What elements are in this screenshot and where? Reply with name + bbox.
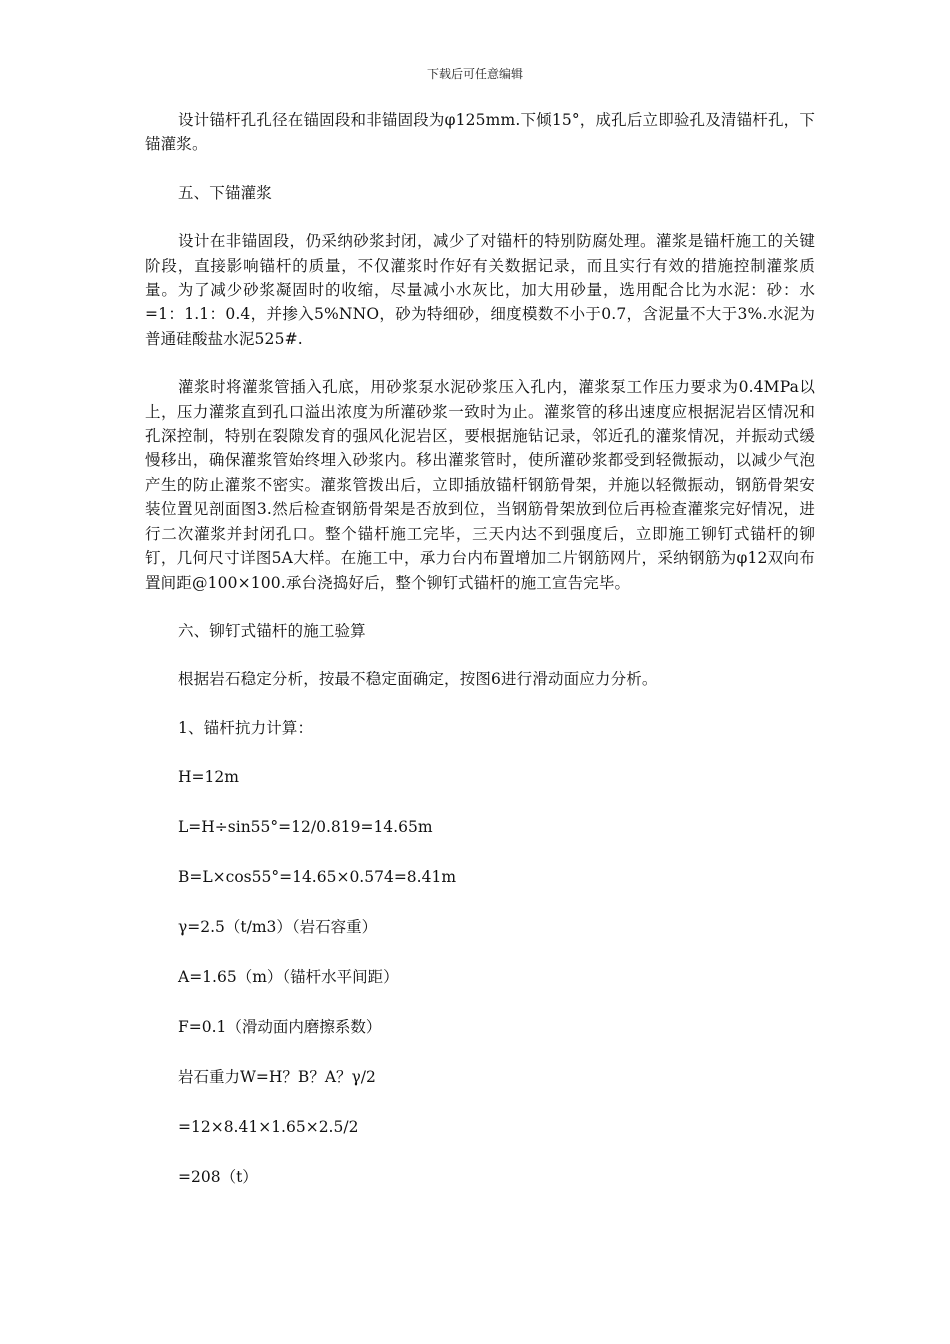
- formula-line: =208（t）: [178, 1168, 258, 1187]
- paragraph-grouting-design: 设计在非锚固段，仍采纳砂浆封闭，减少了对锚杆的特别防腐处理。灌浆是锚杆施工的关键阶段，直接影响锚杆的质量，不仅灌浆时作好有关数据记录，而且实行有效的措施控制灌浆质量。为了减少砂浆凝固时的收缩，尽量减小水灰比，加大用砂量，选用配合比为水泥：砂：水=1：1.1：0.4，并掺入5%NNO，砂为特细砂，细度模数不小于0.7，含泥量不大于3%.水泥为普通硅酸盐水泥525#.: [145, 232, 815, 348]
- section-heading-verification: 六、铆钉式锚杆的施工验算: [178, 621, 366, 640]
- formula-line: =12×8.41×1.65×2.5/2: [178, 1118, 359, 1137]
- paragraph-stability-analysis: 根据岩石稳定分析，按最不稳定面确定，按图6进行滑动面应力分析。: [178, 670, 658, 689]
- formula-line: γ=2.5（t/m3）（岩石容重）: [178, 918, 378, 937]
- formula-line: 岩石重力W=H？B？A？γ/2: [178, 1068, 376, 1087]
- page-header: 下载后可任意编辑: [426, 67, 523, 81]
- formula-line: B=L×cos55°=14.65×0.574=8.41m: [178, 868, 457, 887]
- formula-line: F=0.1（滑动面内磨擦系数）: [178, 1018, 382, 1037]
- paragraph-grouting-process: 灌浆时将灌浆管插入孔底，用砂浆泵水泥砂浆压入孔内，灌浆泵工作压力要求为0.4MPa以上，压力灌浆直到孔口溢出浓度为所灌砂浆一致时为止。灌浆管的移出速度应根据泥岩区情况和孔深控制，特别在裂隙发育的强风化泥岩区，要根据施钻记录，邻近孔的灌浆情况，并振动式缓慢移出，确保灌浆管始终埋入砂浆内。移出灌浆管时，使所灌砂浆都受到轻微振动，以减少气泡产生的防止灌浆不密实。灌浆管拨出后，立即插放锚杆钢筋骨架，并施以轻微振动，钢筋骨架安装位置见剖面图3.然后检查钢筋骨架是否放到位，当钢筋骨架放到位后再检查灌浆完好情况，进行二次灌浆并封闭孔口。整个锚杆施工完毕，三天内达不到强度后，立即施工铆钉式锚杆的铆钉，几何尺寸详图5A大样。在施工中，承力台内布置增加二片钢筋网片，采纳钢筋为φ12双向布置间距@100×100.承台浇捣好后，整个铆钉式锚杆的施工宣告完毕。: [145, 378, 815, 592]
- formula-line: H=12m: [178, 768, 239, 787]
- subheading-anchor-resistance: 1、锚杆抗力计算：: [178, 718, 314, 737]
- formula-line: A=1.65（m）（锚杆水平间距）: [178, 968, 399, 987]
- formula-line: L=H÷sin55°=12/0.819=14.65m: [178, 818, 433, 837]
- formula-list: [145, 765, 815, 1189]
- document-body: [145, 108, 815, 1215]
- section-heading-grouting: 五、下锚灌浆: [178, 183, 272, 202]
- paragraph-anchor-hole: 设计锚杆孔孔径在锚固段和非锚固段为φ125mm.下倾15°，成孔后立即验孔及清锚杆孔，下锚灌浆。: [145, 111, 815, 154]
